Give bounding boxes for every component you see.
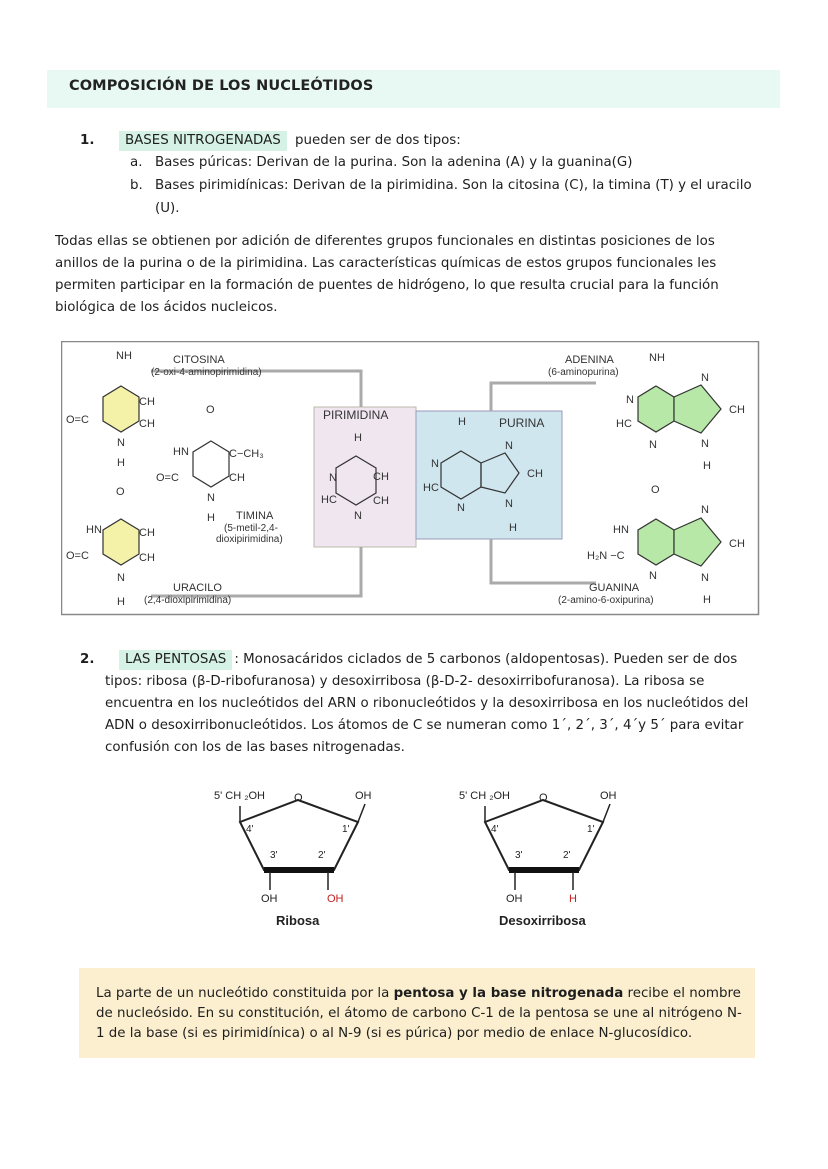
ribose-oh2: OH (327, 893, 344, 905)
note-text-after: recibe el nombre de nucleósido. En su constitución, el átomo de carbono C-1 de la pentosa se une al nitrógeno N-1 de la base (si es pirimidínica) o al N-9 (si es púrica) por medio de enlace N-glucosídico. (96, 986, 742, 1041)
ribose-structure (214, 790, 372, 928)
svg-text:CH: CH (527, 468, 543, 480)
deoxy-c5: 5' CH ₂OH (459, 790, 510, 802)
svg-text:HC: HC (423, 482, 439, 494)
item2-number: 2. (80, 652, 95, 667)
item2-line: confusión con los de las bases nitrogenadas. (105, 740, 405, 755)
deoxy-c2: 2' (563, 850, 571, 861)
svg-text:CH: CH (373, 471, 389, 483)
adenina-sub: (6-aminopurina) (548, 367, 619, 378)
note-text-before: La parte de un nucleótido constituida por la (96, 986, 394, 1001)
uracilo-sub: (2,4-dioxipirimidina) (144, 595, 232, 606)
svg-text:H: H (354, 432, 362, 444)
guanina-label: GUANINA (589, 582, 640, 594)
svg-text:CH: CH (139, 396, 155, 408)
svg-text:N: N (207, 492, 215, 504)
svg-text:N: N (701, 438, 709, 450)
sub-b-letter: b. (130, 178, 143, 193)
paragraph-line: permiten participar en la formación de puentes de hidrógeno, lo que resulta crucial para la función (55, 278, 719, 293)
item1-sub-a (130, 152, 633, 174)
timina-sub1: (5-metil-2,4- (224, 523, 278, 534)
uracilo-label: URACILO (173, 582, 222, 594)
timina-sub2: dioxipirimidina) (216, 534, 283, 545)
item2-line-0: : Monosacáridos ciclados de 5 carbonos (aldopentosas). Pueden ser de dos (234, 652, 738, 667)
nitrogenous-bases-figure (61, 341, 761, 616)
pentoses-figure (200, 780, 630, 940)
svg-text:C−CH₃: C−CH₃ (229, 448, 264, 460)
svg-text:H₂N −C: H₂N −C (587, 550, 625, 562)
item1-text: pueden ser de dos tipos: (295, 133, 461, 148)
note-text-bold: pentosa y la base nitrogenada (393, 986, 624, 1001)
svg-text:H: H (207, 512, 215, 524)
ribose-c5: 5' CH ₂OH (214, 790, 265, 802)
paragraph-line: Todas ellas se obtienen por adición de diferentes grupos funcionales en distintas posiciones de los (55, 234, 715, 249)
item1-sub-b-cont: (U). (155, 201, 180, 216)
svg-text:O=C: O=C (156, 472, 179, 484)
sub-a-text: Bases púricas: Derivan de la purina. Son la adenina (A) y la guanina(G) (155, 155, 633, 170)
svg-text:NH: NH (116, 350, 132, 362)
svg-text:CH: CH (229, 472, 245, 484)
svg-text:H: H (509, 522, 517, 534)
ribose-c2: 2' (318, 850, 326, 861)
deoxy-c4: 4' (491, 824, 499, 835)
ribose-c3: 3' (270, 850, 278, 861)
pirimidina-label: PIRIMIDINA (323, 408, 389, 422)
svg-text:N: N (354, 510, 362, 522)
item2-line: encuentra en los nucleótidos del ARN o ribonucleótidos y la desoxirribosa en los nucleótidos del (105, 696, 749, 711)
deoxyribose-structure (459, 790, 617, 928)
deoxy-h2: H (569, 893, 577, 905)
svg-text:H: H (703, 460, 711, 472)
item1-sub-b (130, 175, 752, 197)
item2-line (80, 649, 737, 671)
ribosa-label: Ribosa (276, 913, 320, 928)
item2-line: tipos: ribosa (β-D-ribofuranosa) y desoxirribosa (β-D-2- desoxirribofuranosa). La ribosa se (105, 674, 705, 689)
deoxy-oh1: OH (600, 790, 617, 802)
svg-text:NH: NH (649, 352, 665, 364)
item1-line (80, 130, 461, 152)
svg-text:HN: HN (613, 524, 629, 536)
svg-text:N: N (649, 570, 657, 582)
deoxy-c3: 3' (515, 850, 523, 861)
ribose-c4: 4' (246, 824, 254, 835)
citosina-label: CITOSINA (173, 354, 225, 366)
citosina-sub: (2-oxi-4-aminopirimidina) (151, 367, 262, 378)
item2-cont (105, 671, 748, 759)
svg-text:HN: HN (173, 446, 189, 458)
svg-text:HN: HN (86, 524, 102, 536)
paragraph-line: anillos de la purina o de la pirimidina. Las características químicas de estos grupos funcionales les (55, 256, 717, 271)
svg-text:N: N (505, 498, 513, 510)
svg-text:N: N (117, 572, 125, 584)
svg-text:N: N (457, 502, 465, 514)
ribose-c1: 1' (342, 824, 350, 835)
ribose-oh1: OH (355, 790, 372, 802)
item2-highlight: LAS PENTOSAS (119, 650, 232, 670)
svg-text:O: O (651, 484, 660, 496)
deoxy-oh3: OH (506, 893, 523, 905)
desoxirribosa-label: Desoxirribosa (499, 913, 586, 928)
paragraph (55, 231, 719, 319)
svg-text:CH: CH (139, 527, 155, 539)
svg-text:N: N (329, 472, 337, 484)
svg-text:O: O (116, 486, 125, 498)
item1-highlight: BASES NITROGENADAS (119, 131, 287, 151)
svg-text:CH: CH (139, 418, 155, 430)
timina-label: TIMINA (236, 510, 274, 522)
sub-a-letter: a. (130, 155, 143, 170)
paragraph-line: biológica de los ácidos nucleicos. (55, 300, 278, 315)
svg-text:HC: HC (616, 418, 632, 430)
svg-text:CH: CH (139, 552, 155, 564)
item2-line: ADN o desoxirribonucleótidos. Los átomos de C se numeran como 1´, 2´, 3´, 4´y 5´ para evitar (105, 718, 744, 733)
svg-text:N: N (505, 440, 513, 452)
svg-text:CH: CH (373, 495, 389, 507)
svg-text:HC: HC (321, 494, 337, 506)
section-title: COMPOSICIÓN DE LOS NUCLEÓTIDOS (69, 78, 374, 94)
guanina-sub: (2-amino-6-oxipurina) (558, 595, 654, 606)
svg-text:O=C: O=C (66, 550, 89, 562)
svg-text:N: N (626, 394, 634, 406)
item1-number: 1. (80, 133, 95, 148)
svg-text:N: N (701, 372, 709, 384)
deoxy-o: O (539, 792, 548, 804)
svg-text:N: N (431, 458, 439, 470)
svg-text:H: H (117, 457, 125, 469)
svg-text:N: N (649, 439, 657, 451)
ribose-oh3: OH (261, 893, 278, 905)
adenina-label: ADENINA (565, 354, 614, 366)
svg-text:O=C: O=C (66, 414, 89, 426)
purina-label: PURINA (499, 416, 545, 430)
svg-text:N: N (701, 504, 709, 516)
svg-text:N: N (117, 437, 125, 449)
sub-b-text: Bases pirimidínicas: Derivan de la pirimidina. Son la citosina (C), la timina (T) y el uracilo (155, 178, 752, 193)
svg-text:CH: CH (729, 538, 745, 550)
svg-text:H: H (117, 596, 125, 608)
deoxy-c1: 1' (587, 824, 595, 835)
svg-text:H: H (703, 594, 711, 606)
svg-text:H: H (458, 416, 466, 428)
ribose-o: O (294, 792, 303, 804)
nucleoside-note (96, 984, 746, 1044)
svg-text:CH: CH (729, 404, 745, 416)
svg-text:N: N (701, 572, 709, 584)
svg-text:O: O (206, 404, 215, 416)
